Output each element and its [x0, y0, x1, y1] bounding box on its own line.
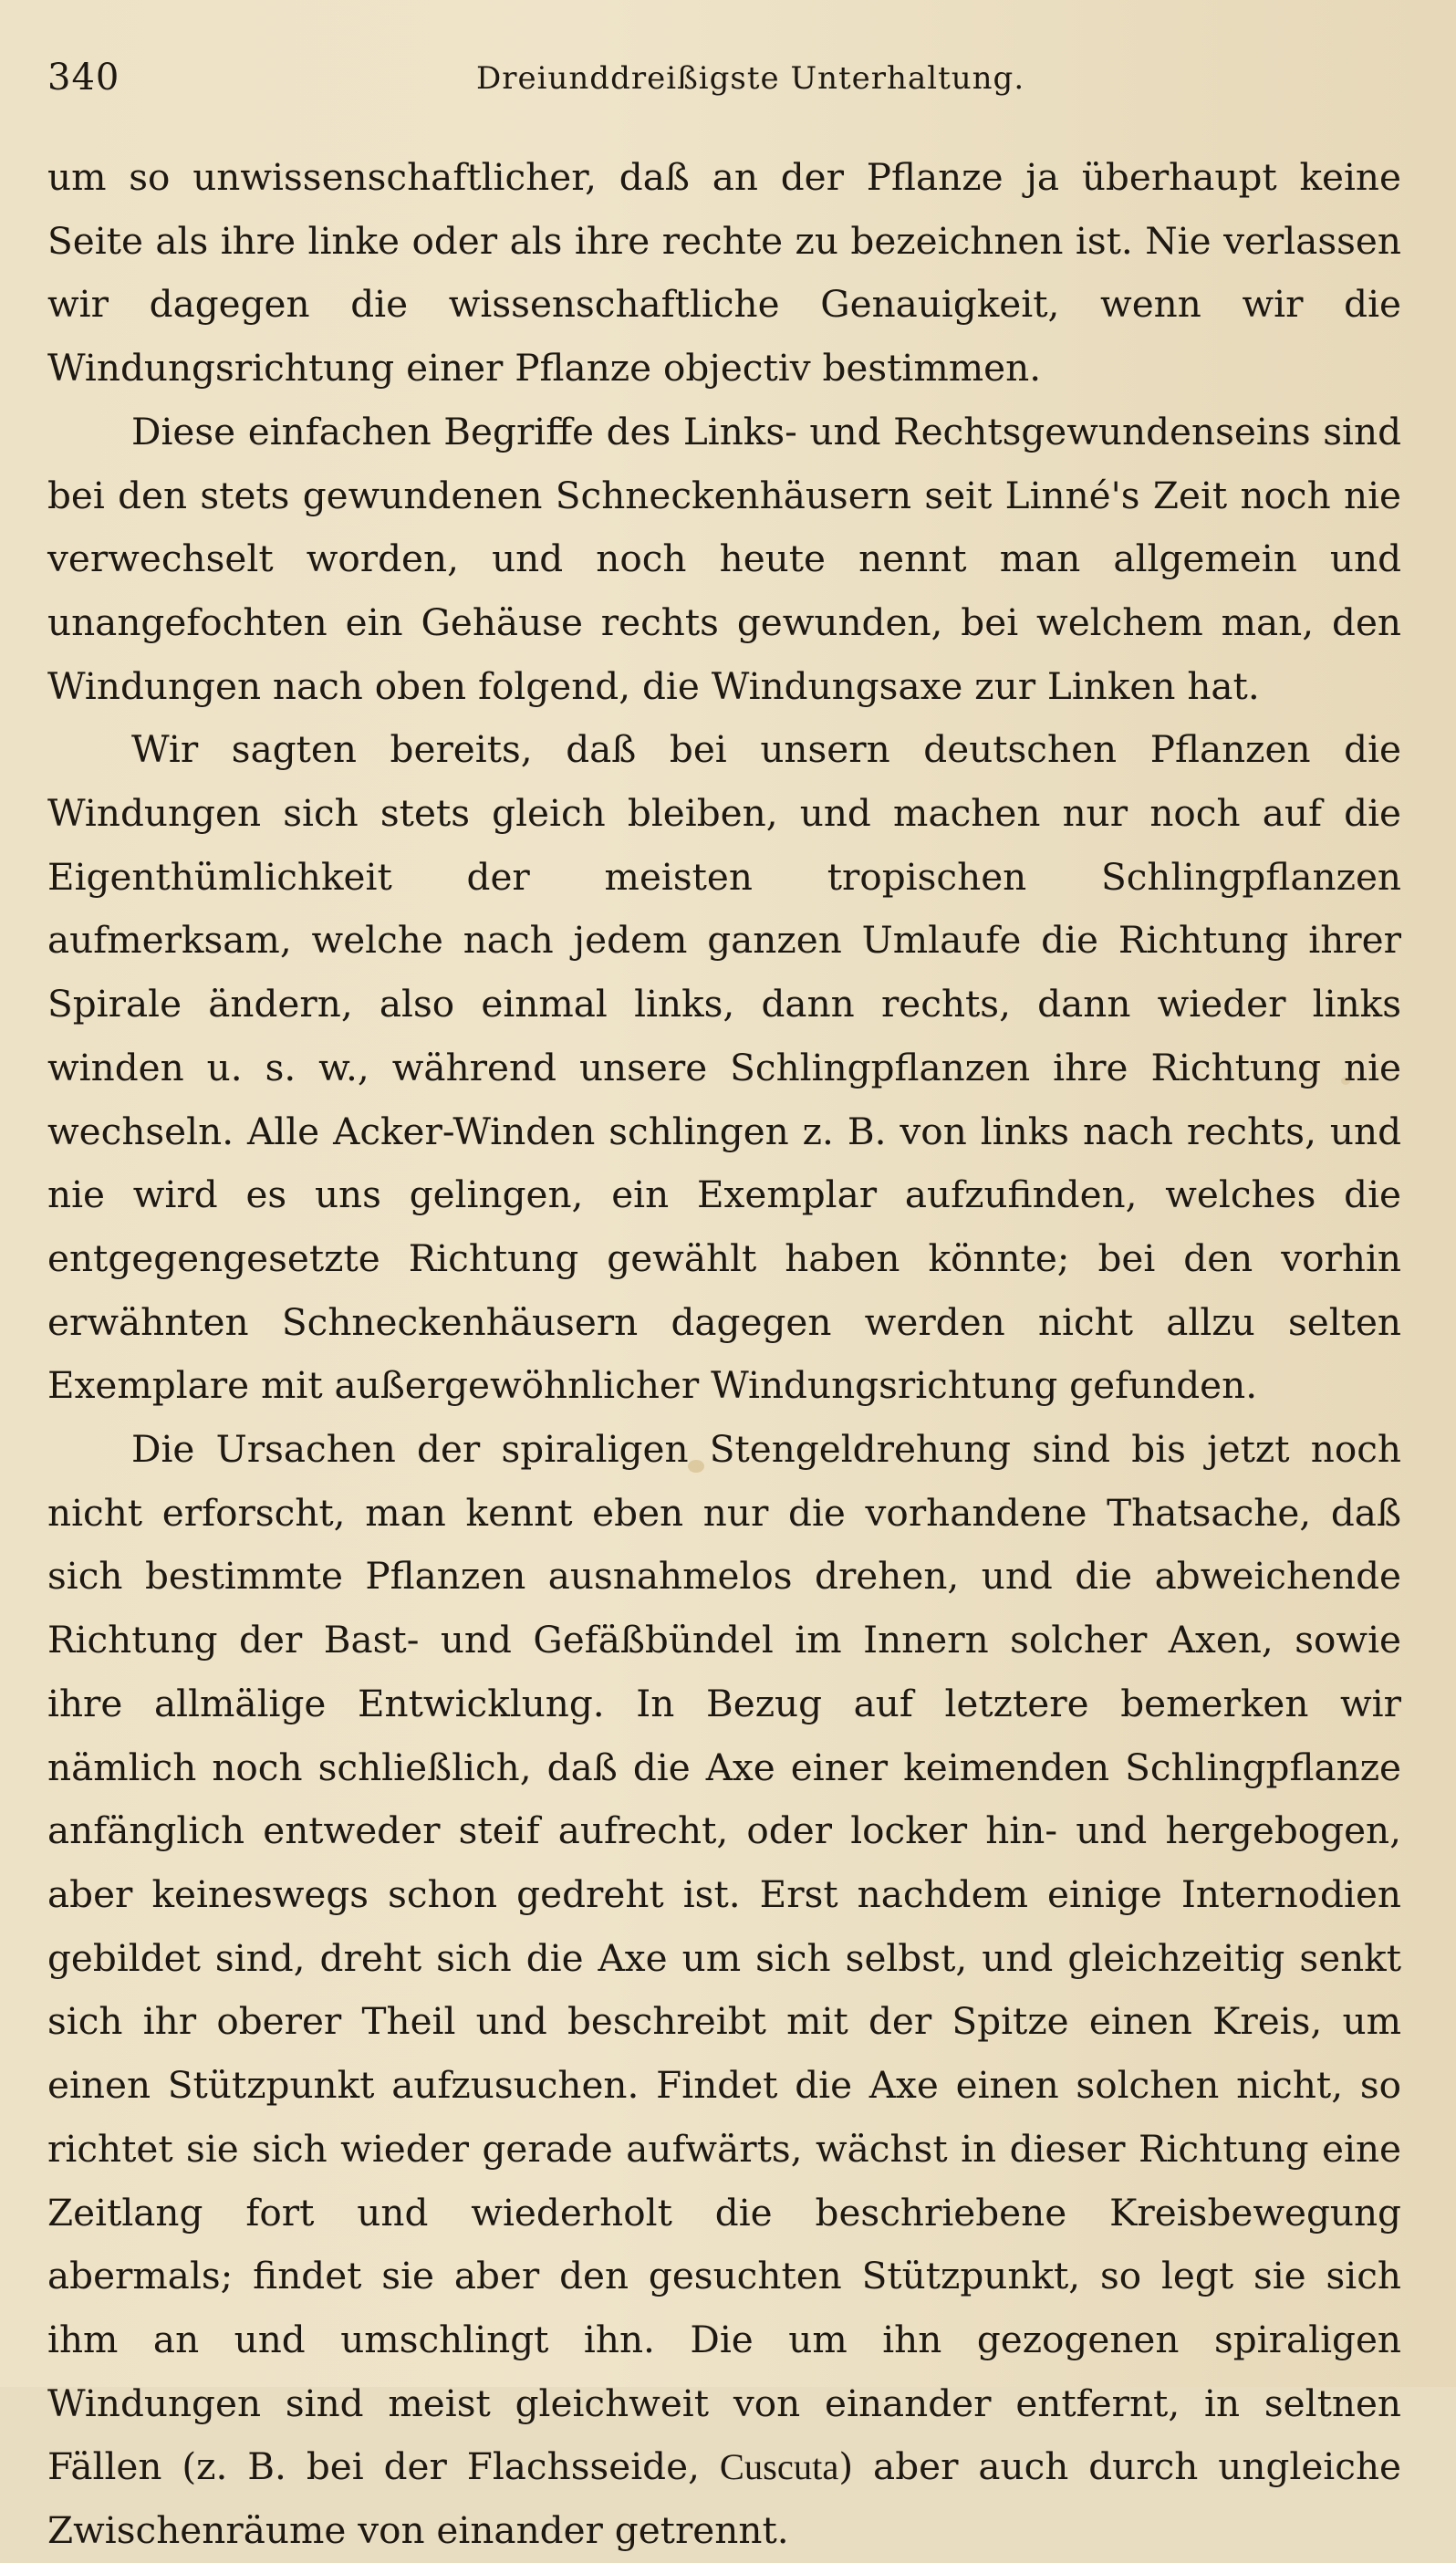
page-body — [47, 146, 1401, 2563]
paragraph-2: Diese einfachen Begriffe des Links- und Rechtsgewundenseins sind bei den stets gewundenen Schneckenhäusern seit Linné's Zeit noch nie verwechselt worden, und noch heute nennt man allgemein und unangefochten ein Gehäuse rechts gewunden, bei welchem man, den Windungen nach oben folgend, die Windungsaxe zur Linken hat. — [47, 409, 1401, 708]
paragraph-3: Wir sagten bereits, daß bei unsern deutschen Pflanzen die Windungen sich stets gleich bleiben, und machen nur noch auf die Eigenthümlichkeit der meisten tropischen Schlingpflanzen aufmerksam, welche nach jedem ganzen Umlaufe die Richtung ihrer Spirale ändern, also einmal links, dann rechts, dann wieder links winden u. s. w., während unsere Schlingpflanzen ihre Richtung nie wechseln. Alle Acker-Winden schlingen z. B. von links nach rechts, und nie wird es uns gelingen, ein Exemplar aufzufinden, welches die entgegengesetzte Richtung gewählt haben könnte; bei den vorhin erwähnten Schneckenhäusern dagegen werden nicht allzu selten Exemplare mit außergewöhnlicher Windungsrichtung gefunden. — [47, 727, 1401, 1408]
page-header — [47, 57, 1401, 111]
latin-term: Cuscuta — [719, 2446, 839, 2488]
paragraph-4-text-after: ) aber auch durch ungleiche Zwischenräume von einander getrennt. — [47, 2444, 1401, 2553]
paragraph-4 — [47, 1418, 1401, 2563]
paragraph-1: um so unwissenschaftlicher, daß an der Pflanze ja überhaupt keine Seite als ihre linke oder als ihre rechte zu bezeichnen ist. Nie verlassen wir dagegen die wissenschaftliche Genauigkeit, wenn wir die Windungsrichtung einer Pflanze objectiv bestimmen. — [47, 155, 1401, 391]
paragraph-4-text-before: Die Ursachen der spiraligen Stengeldrehung sind bis jetzt noch nicht erforscht, man kennt eben nur die vorhandene Thatsache, daß sich bestimmte Pflanzen ausnahmelos drehen, und die abweichende Richtung der Bast- und Gefäßbündel im Innern solcher Axen, sowie ihre allmälige Entwicklung. In Bezug auf letztere bemerken wir nämlich noch schließlich, daß die Axe einer keimenden Schlingpflanze anfänglich entweder steif aufrecht, oder locker hin- und hergebogen, aber keineswegs schon gedreht ist. Erst nachdem einige Internodien gebildet sind, dreht sich die Axe um sich selbst, und gleichzeitig senkt sich ihr oberer Theil und beschreibt mit der Spitze einen Kreis, um einen Stützpunkt aufzusuchen. Findet die Axe einen solchen nicht, so richtet sie sich wieder gerade aufwärts, wächst in dieser Richtung eine Zeitlang fort und wiederholt die beschriebene Kreisbewegung abermals; findet sie aber den gesuchten Stützpunkt, so legt sie sich ihm an und umschlingt ihn. Die um ihn gezogenen spiraligen Windungen sind meist gleichweit von einander entfernt, in seltnen Fällen (z. B. bei der Flachsseide, — [47, 1427, 1401, 2489]
paper-stain — [688, 1460, 704, 1473]
page-number: 340 — [47, 57, 120, 99]
running-head: Dreiunddreißigste Unterhaltung. — [476, 60, 1025, 97]
paper-stain — [1341, 1077, 1350, 1085]
